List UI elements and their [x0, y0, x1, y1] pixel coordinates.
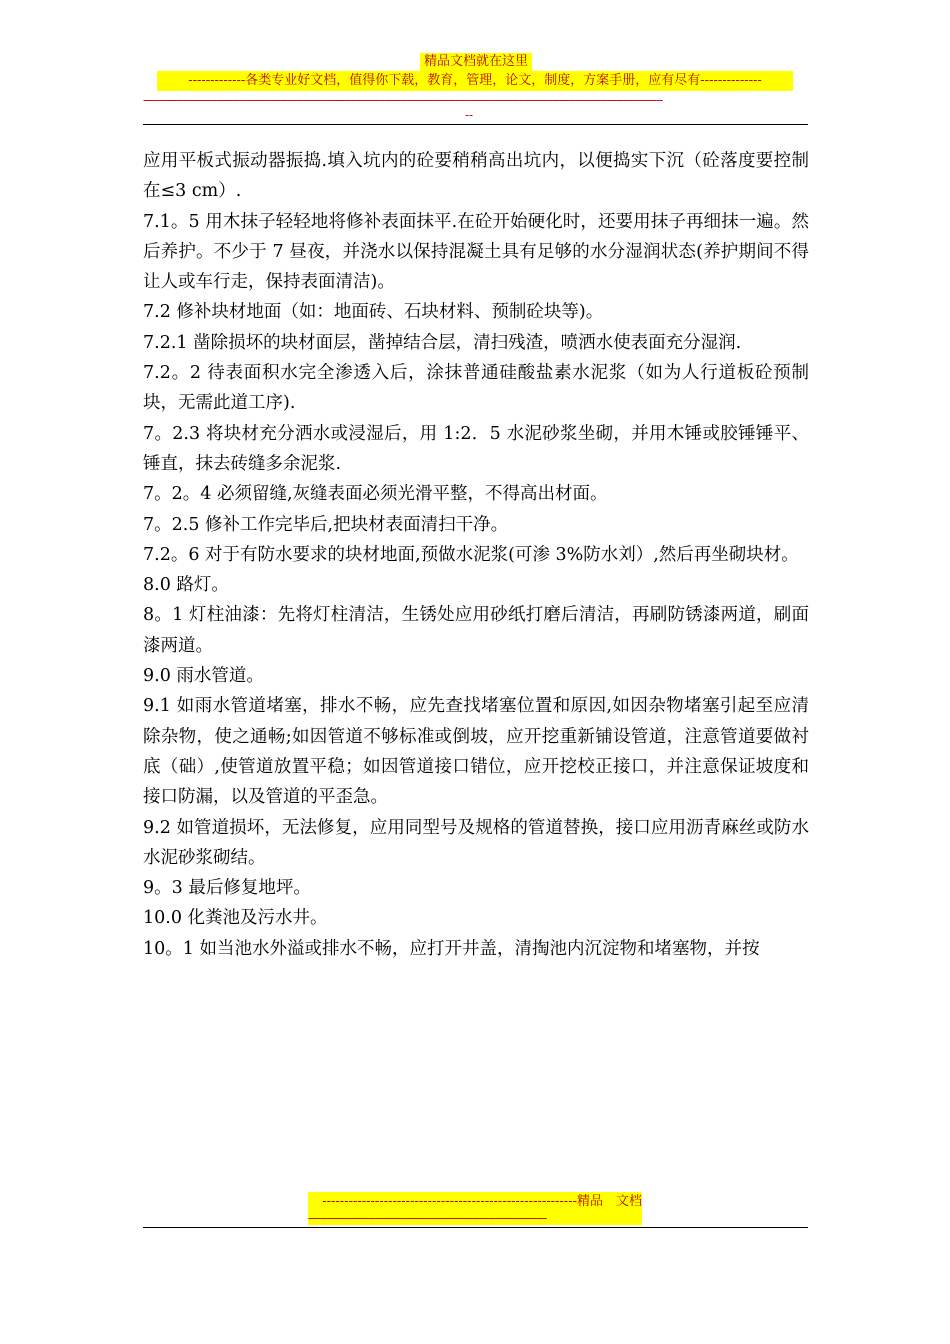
header-title: 精品文档就在这里 — [420, 53, 532, 71]
header-rule — [143, 124, 808, 125]
footer-rule — [143, 1227, 808, 1228]
paragraph: 8.0 路灯。 — [143, 575, 229, 596]
paragraph: 9。3 最后修复地坪。 — [143, 878, 311, 899]
paragraph: 7。2。4 必须留缝,灰缝表面必须光滑平整，不得高出材面。 — [143, 484, 608, 505]
header-dash-line: -------------------------------------------------------------------------------------------------------------------------------------------------------------------------- — [143, 93, 663, 107]
header-dash-line-2: -- — [465, 108, 474, 122]
paragraph: 7。2.5 修补工作完毕后,把块材表面清扫干净。 — [143, 514, 509, 535]
paragraph: 7.2。6 对于有防水要求的块材地面,预做水泥浆(可渗 3%防水刘）,然后再坐砌块材。 — [143, 544, 799, 565]
header-subtitle: -------------各类专业好文档，值得你下载，教育，管理，论文，制度，方案手册，应有尽有-------------- — [157, 71, 793, 91]
paragraph: 7.1。5 用木抹子轻轻地将修补表面抹平.在砼开始硬化时，还要用抹子再细抹一遍。然后养护。不少于 7 昼夜，并浇水以保持混凝土具有足够的水分湿润状态(养护期间不得让人或车行走，保持表面清洁)。 — [143, 211, 809, 293]
paragraph: 9.2 如管道损坏，无法修复，应用同型号及规格的管道替换，接口应用沥青麻丝或防水水泥砂浆砌结。 — [143, 817, 809, 868]
document-body — [143, 146, 809, 964]
paragraph: 10。1 如当池水外溢或排水不畅，应打开井盖，清掏池内沉淀物和堵塞物，并按 — [143, 938, 760, 959]
paragraph: 7。2.3 将块材充分洒水或浸湿后，用 1:2．5 水泥砂浆坐砌，并用木锤或胶锤锤平、锤直，抹去砖缝多余泥浆. — [143, 423, 809, 474]
paragraph: 9.1 如雨水管道堵塞，排水不畅，应先查找堵塞位置和原因,如因杂物堵塞引起至应清除杂物，使之通畅;如因管道不够标准或倒坡，应开挖重新铺设管道，注意管道要做衬底（础）,使管道放置平稳；如因管道接口错位，应开挖校正接口，并注意保证坡度和接口防漏，以及管道的平歪急。 — [143, 696, 809, 808]
paragraph: 应用平板式振动器振捣.填入坑内的砼要稍稍高出坑内，以便捣实下沉（砼落度要控制在≤3 cm）. — [143, 151, 809, 202]
paragraph: 7.2 修补块材地面（如：地面砖、石块材料、预制砼块等)。 — [143, 302, 604, 323]
paragraph: 9.0 雨水管道。 — [143, 666, 264, 687]
footer-line: ----------------------------------------------------------精品 文档 — [308, 1192, 642, 1211]
footer-dash-line: ------------------------------------------------------------------------------ — [308, 1211, 642, 1225]
paragraph: 7.2。2 待表面积水完全渗透入后，涂抹普通硅酸盐素水泥浆（如为人行道板砼预制块，无需此道工序). — [143, 363, 809, 414]
paragraph: 8。1 灯柱油漆：先将灯柱清洁，生锈处应用砂纸打磨后清洁，再刷防锈漆两道，刷面漆两道。 — [143, 605, 809, 656]
paragraph: 10.0 化粪池及污水井。 — [143, 908, 328, 929]
paragraph: 7.2.1 凿除损坏的块材面层，凿掉结合层，清扫残渣，喷洒水使表面充分湿润. — [143, 332, 742, 353]
